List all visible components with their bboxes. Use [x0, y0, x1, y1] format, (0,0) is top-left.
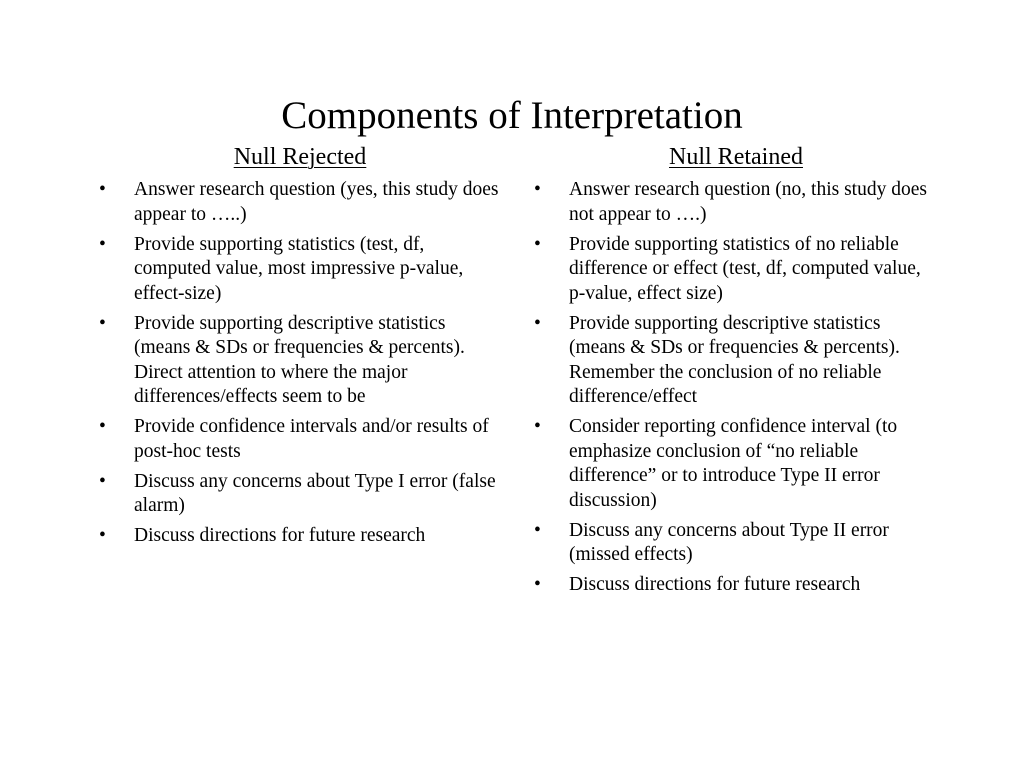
null-retained-heading: Null Retained	[669, 144, 803, 170]
bullet-icon: •	[99, 233, 106, 255]
list-item	[96, 312, 504, 410]
null-rejected-column	[96, 142, 504, 554]
bullet-text: Provide supporting descriptive statistics (means & SDs or frequencies & percents). Remember the conclusion of no reliable difference/effect	[569, 312, 900, 407]
bullet-icon: •	[534, 574, 541, 595]
bullet-text: Provide supporting descriptive statistics (means & SDs or frequencies & percents). Direct attention to where the major differences/effects seem to be	[134, 312, 465, 407]
list-item	[531, 573, 941, 598]
list-item	[531, 233, 941, 307]
bullet-icon: •	[99, 470, 106, 492]
list-item	[96, 178, 504, 227]
bullet-icon: •	[534, 179, 541, 200]
bullet-text: Answer research question (yes, this study does appear to …..)	[134, 179, 499, 225]
bullet-text: Provide supporting statistics of no reliable difference or effect (test, df, computed value, p-value, effect size)	[569, 233, 921, 304]
bullet-text: Discuss directions for future research	[569, 574, 861, 595]
slide-title: Components of Interpretation	[281, 94, 743, 137]
null-retained-column	[531, 142, 941, 603]
null-retained-list	[531, 178, 941, 598]
list-item	[531, 415, 941, 513]
bullet-icon: •	[534, 519, 541, 541]
bullet-text: Provide supporting statistics (test, df, computed value, most impressive p-value, effect-size)	[134, 233, 464, 304]
bullet-text: Discuss directions for future research	[134, 525, 426, 546]
bullet-text: Answer research question (no, this study does not appear to ….)	[569, 179, 927, 225]
bullet-icon: •	[534, 233, 541, 255]
null-rejected-heading: Null Rejected	[233, 144, 367, 170]
list-item	[96, 470, 504, 519]
bullet-icon: •	[534, 312, 541, 334]
list-item	[531, 312, 941, 410]
bullet-icon: •	[534, 416, 541, 437]
list-item	[96, 415, 504, 464]
bullet-icon: •	[99, 179, 106, 200]
bullet-icon: •	[99, 416, 106, 437]
bullet-text: Provide confidence intervals and/or results of post-hoc tests	[134, 416, 489, 462]
list-item	[531, 519, 941, 568]
bullet-text: Consider reporting confidence interval (to emphasize conclusion of “no reliable difference” or to introduce Type II error discussion)	[569, 416, 898, 511]
bullet-icon: •	[99, 525, 106, 546]
null-rejected-list	[96, 178, 504, 549]
list-item	[96, 524, 504, 549]
bullet-icon: •	[99, 312, 106, 334]
bullet-text: Discuss any concerns about Type I error (false alarm)	[134, 470, 496, 516]
list-item	[531, 178, 941, 227]
bullet-text: Discuss any concerns about Type II error (missed effects)	[569, 519, 889, 565]
list-item	[96, 233, 504, 307]
